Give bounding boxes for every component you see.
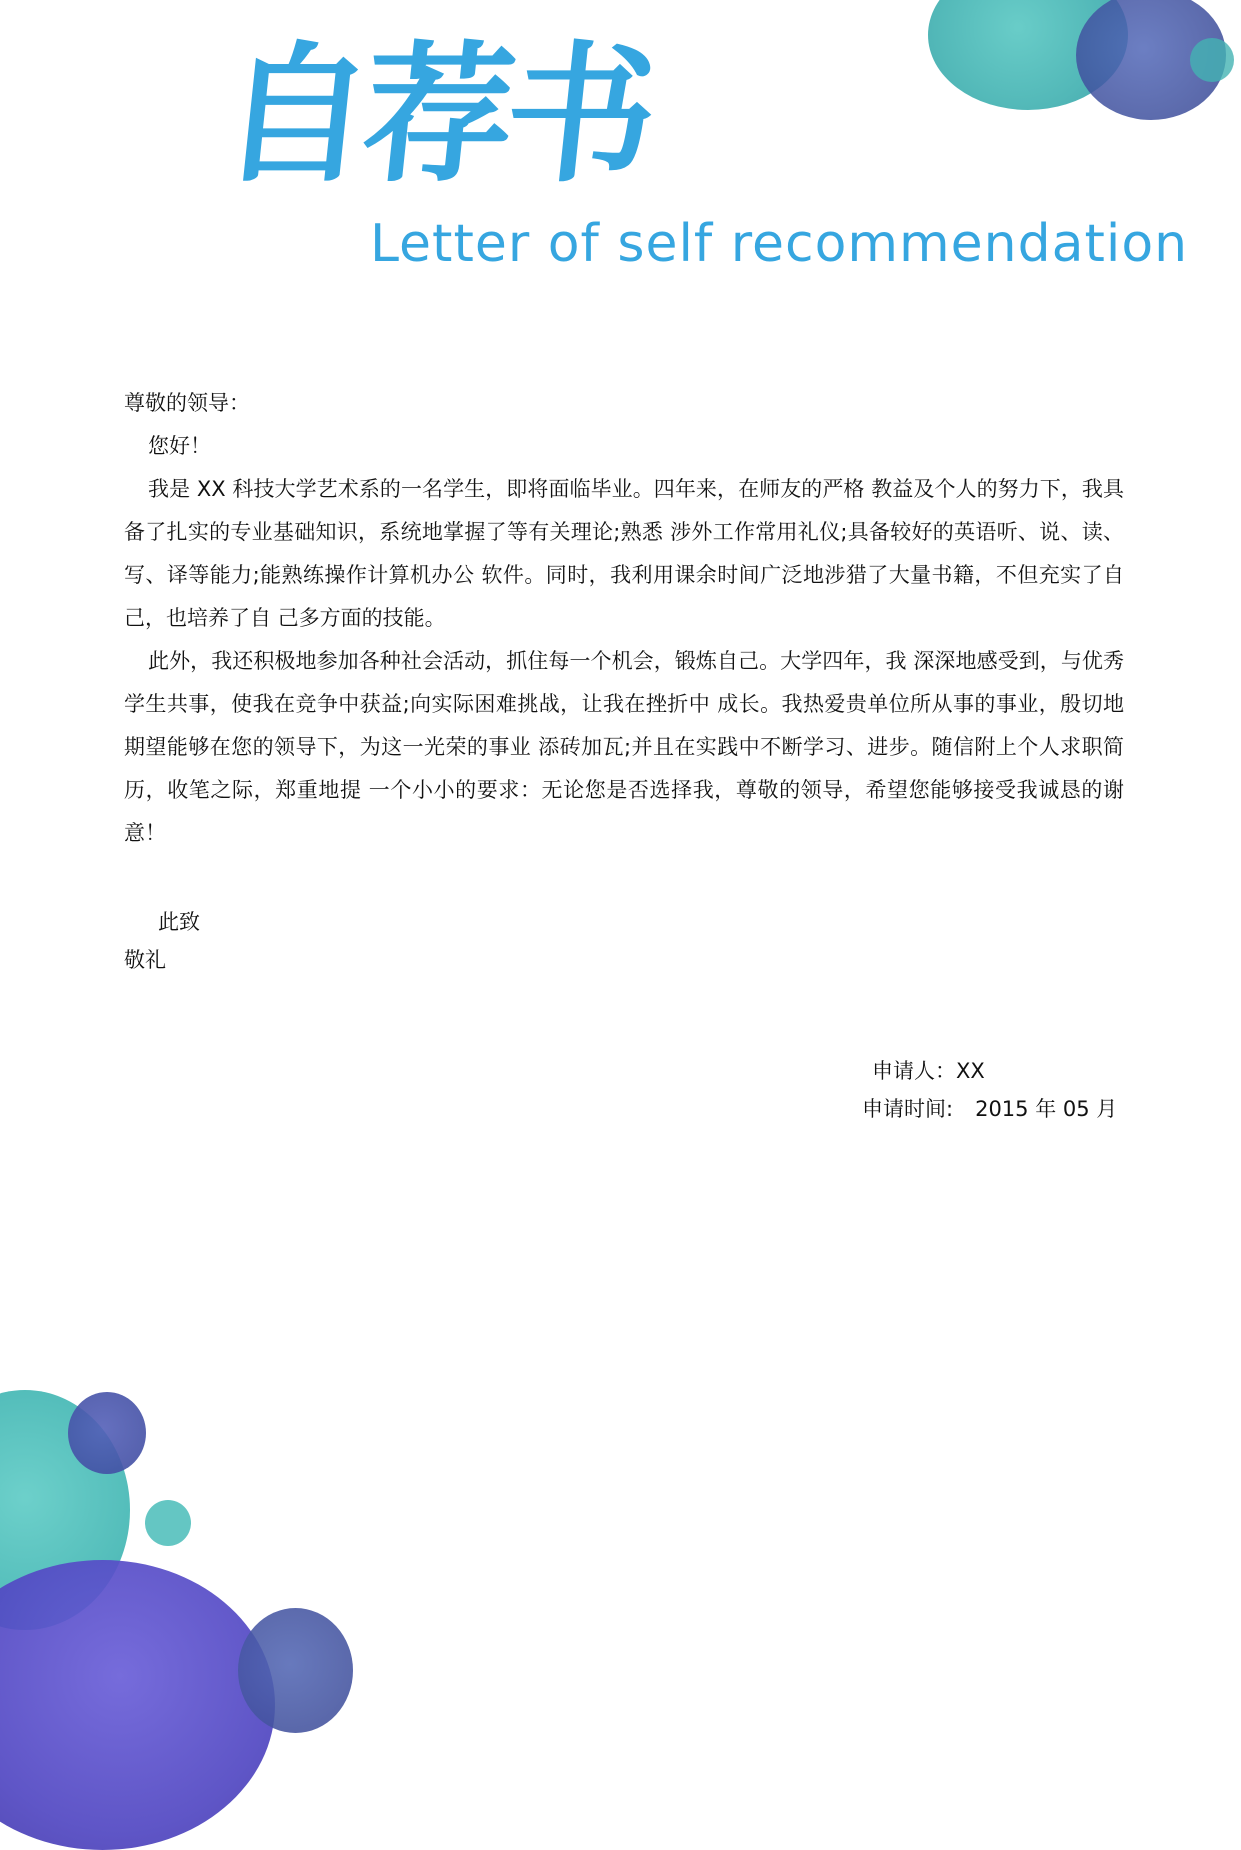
- date-value: 2015 年 05 月: [975, 1097, 1118, 1121]
- greeting: 您好！: [148, 434, 211, 458]
- title-chinese: 自荐书: [212, 27, 658, 203]
- decor-circle-indigo-bottom-right: [238, 1608, 353, 1733]
- date-line: [862, 1099, 1117, 1120]
- date-label: 申请时间:: [862, 1097, 954, 1121]
- decor-circle-indigo-small-bottom: [68, 1392, 146, 1474]
- decor-circle-teal-small-top: [1190, 38, 1234, 82]
- applicant-label: 申请人：: [872, 1059, 956, 1083]
- closing-respectfully: 此致: [158, 910, 200, 934]
- decor-circle-teal-tiny-bottom: [145, 1500, 191, 1546]
- decor-circle-violet-bottom: [0, 1560, 275, 1850]
- closing-salute: 敬礼: [124, 948, 166, 972]
- body-paragraph-2: 此外，我还积极地参加各种社会活动，抓住每一个机会，锻炼自己。大学四年，我 深深地感受到，与优秀学生共事，使我在竞争中获益;向实际困难挑战，让我在挫折中 成长。我热爱贵单位所从事的事业，殷切地期望能够在您的领导下，为这一光荣的事业 添砖加瓦;并且在实践中不断学习、进步。随信附上个人求职简历，收笔之际，郑重地提 一个小小的要求：无论您是否选择我，尊敬的领导，希望您能够接受我诚恳的谢意！: [124, 649, 1124, 845]
- salutation: 尊敬的领导：: [124, 391, 250, 415]
- applicant-value: XX: [956, 1059, 985, 1083]
- title-english: Letter of self recommendation: [370, 214, 1189, 274]
- body-paragraph-1: 我是 XX 科技大学艺术系的一名学生，即将面临毕业。四年来，在师友的严格 教益及个人的努力下，我具备了扎实的专业基础知识，系统地掌握了等有关理论;熟悉 涉外工作常用礼仪;具备较好的英语听、说、读、写、译等能力;能熟练操作计算机办公 软件。同时，我利用课余时间广泛地涉猎了大量书籍，不但充实了自己，也培养了自 己多方面的技能。: [124, 477, 1124, 630]
- applicant-line: [872, 1061, 985, 1082]
